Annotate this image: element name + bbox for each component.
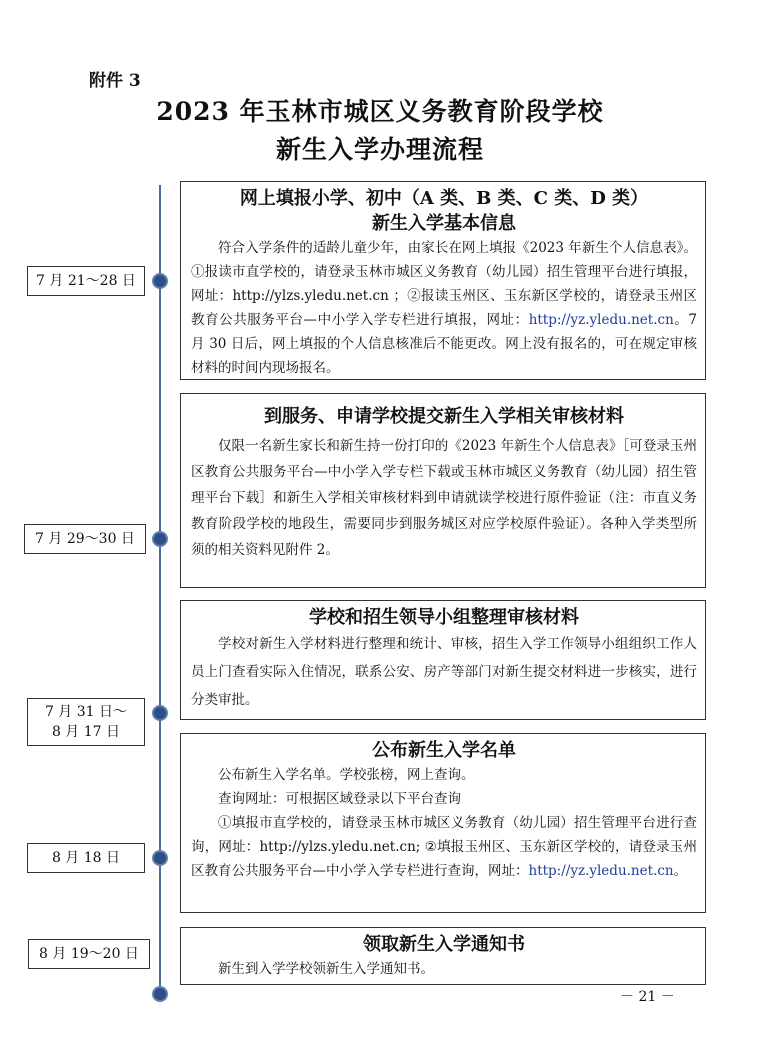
- date-label-line: 7 月 31 日～: [44, 704, 128, 720]
- step-body: [191, 236, 697, 380]
- step-body-text: ①填报市直学校的，请登录玉林市城区义务教育（幼儿园）招生管理平台进行查询，网址：http://ylzs.yledu.net.cn; ②填报玉州区、玉东新区学校的，请登录玉州区教育公共服务平台—中小学入学专栏进行查询，网址：: [191, 815, 697, 879]
- date-label: [27, 698, 145, 746]
- page-number: － 21 －: [620, 989, 675, 1005]
- step-body-text: 。7 月 30 日后，网上填报的个人信息核准后不能更改。网上没有报名的，可在规定审核材料的时间内现场报名。: [191, 312, 698, 376]
- step-body-text: 符合入学条件的适龄儿童少年，由家长在网上填报《2023 年新生个人信息表》。①报读市直学校的，请登录玉林市城区义务教育（幼儿园）招生管理平台进行填报，网址：http://ylzs.yledu.net.cn ；②报读玉州区、玉东新区学校的，请登录玉州区教育公共服务平台—中小学入学专栏进行填报，网址：: [191, 240, 697, 328]
- timeline-dot: [152, 850, 168, 866]
- step-box: [180, 600, 706, 720]
- step-body: 仅限一名新生家长和新生持一份打印的《2023 年新生个人信息表》［可登录玉州区教育公共服务平台—中小学入学专栏下载或玉林市城区义务教育（幼儿园）招生管理平台下载］和新生入学相关审核材料到申请就读学校进行原件验证（注：市直义务教育阶段学校的地段生，需要同步到服务城区对应学校原件验证）。各种入学类型所须的相关资料见附件 2。: [191, 438, 697, 558]
- step-body-line: 查询网址：可根据区域登录以下平台查询: [218, 791, 461, 807]
- step-heading: 领取新生入学通知书: [363, 934, 525, 955]
- url-link[interactable]: http://yz.yledu.net.cn: [528, 312, 674, 328]
- step-heading: 网上填报小学、初中（A 类、B 类、C 类、D 类）: [239, 188, 649, 209]
- date-label-line: 8 月 17 日: [51, 724, 121, 740]
- step-body-text: 。: [673, 863, 688, 879]
- timeline-line: [159, 185, 161, 997]
- date-label: 7 月 29～30 日: [24, 524, 146, 554]
- step-body: 学校对新生入学材料进行整理和统计、审核，招生入学工作领导小组组织工作人员上门查看实际入住情况，联系公安、房产等部门对新生提交材料进一步核实，进行分类审批。: [191, 636, 697, 708]
- timeline-dot: [152, 986, 168, 1002]
- timeline-dot: [152, 273, 168, 289]
- step-body: [191, 763, 697, 883]
- step-box: [180, 181, 706, 380]
- timeline-dot: [152, 705, 168, 721]
- step-body-line: 公布新生入学名单。学校张榜，网上查询。: [218, 767, 475, 783]
- date-label: 8 月 19～20 日: [28, 939, 150, 969]
- attachment-label: 附件 3: [89, 71, 141, 91]
- step-heading: 新生入学基本信息: [372, 213, 516, 234]
- date-label: 7 月 21～28 日: [27, 266, 145, 296]
- timeline-dot: [152, 531, 168, 547]
- step-heading: 到服务、申请学校提交新生入学相关审核材料: [264, 406, 624, 427]
- step-heading: 学校和招生领导小组整理审核材料: [309, 607, 579, 628]
- step-body-line: [191, 811, 697, 883]
- page-title: 2023 年玉林市城区义务教育阶段学校: [156, 97, 604, 126]
- date-label: 8 月 18 日: [27, 843, 145, 873]
- url-link[interactable]: http://yz.yledu.net.cn: [528, 863, 674, 879]
- step-box: [180, 733, 706, 913]
- step-box: [180, 393, 706, 588]
- step-body: 新生到入学学校领新生入学通知书。: [218, 961, 434, 977]
- step-heading: 公布新生入学名单: [372, 740, 516, 761]
- page-subtitle: 新生入学办理流程: [275, 135, 484, 164]
- step-box: [180, 927, 706, 985]
